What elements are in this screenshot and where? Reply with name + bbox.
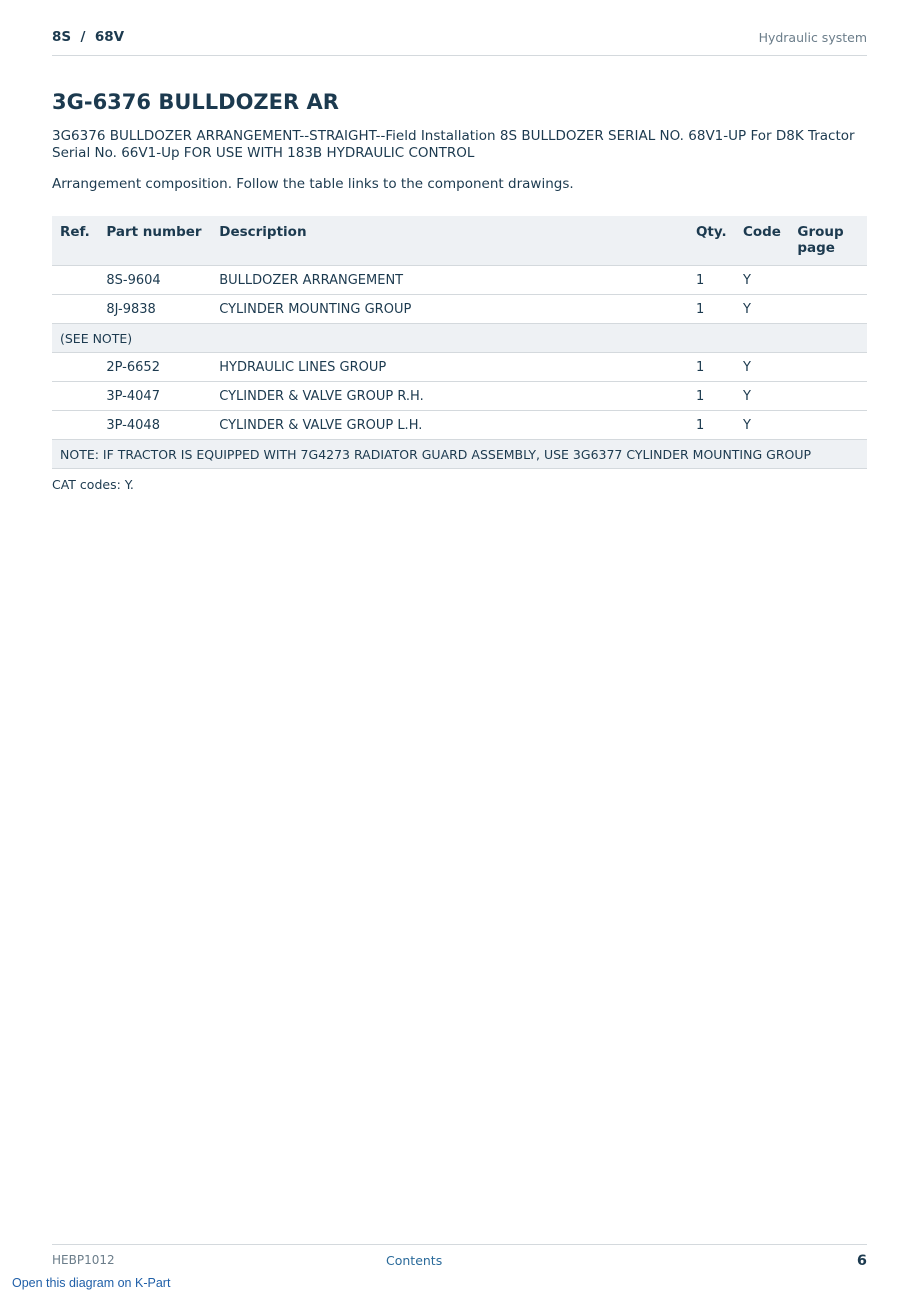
cell-code: Y <box>735 411 789 440</box>
cell-code: Y <box>735 353 789 382</box>
cell-group-page <box>789 295 867 324</box>
page-number: 6 <box>856 1253 867 1269</box>
document-id: HEBP1012 <box>52 1253 115 1267</box>
intro-text: Arrangement composition. Follow the table links to the component drawings. <box>52 176 574 192</box>
cell-group-page <box>789 266 867 295</box>
cell-part-number: 3P-4047 <box>98 382 211 411</box>
document-page <box>52 0 867 1300</box>
running-header <box>52 29 867 56</box>
arrangement-description: 3G6376 BULLDOZER ARRANGEMENT--STRAIGHT--Field Installation 8S BULLDOZER SERIAL NO. 68V1-UP For D8K Tractor Serial No. 66V1-Up FOR USE WITH 183B HYDRAULIC CONTROL <box>52 128 855 161</box>
cell-group-page <box>789 353 867 382</box>
cell-code: Y <box>735 266 789 295</box>
cell-part-number: 3P-4048 <box>98 411 211 440</box>
cell-description: HYDRAULIC LINES GROUP <box>211 353 688 382</box>
cell-part-number: 8S-9604 <box>98 266 211 295</box>
cat-codes: CAT codes: Y. <box>52 477 134 492</box>
cell-part-number: 8J-9838 <box>98 295 211 324</box>
table-row[interactable] <box>52 411 867 440</box>
cell-qty: 1 <box>688 382 735 411</box>
cell-qty: 1 <box>688 353 735 382</box>
cell-ref <box>52 295 98 324</box>
cell-qty: 1 <box>688 295 735 324</box>
page-footer <box>52 1244 867 1275</box>
section-name: Hydraulic system <box>758 30 867 45</box>
cell-description: CYLINDER MOUNTING GROUP <box>211 295 688 324</box>
model-breadcrumb: 8S / 68V <box>52 29 125 45</box>
table-row[interactable] <box>52 353 867 382</box>
cell-group-page <box>789 382 867 411</box>
header-ref: Ref. <box>52 216 98 266</box>
cell-qty: 1 <box>688 266 735 295</box>
cell-description: CYLINDER & VALVE GROUP L.H. <box>211 411 688 440</box>
see-note-row <box>52 324 867 353</box>
see-note-text: (SEE NOTE) <box>52 324 867 353</box>
table-row[interactable] <box>52 295 867 324</box>
cell-qty: 1 <box>688 411 735 440</box>
cell-part-number: 2P-6652 <box>98 353 211 382</box>
table-header-row <box>52 216 867 266</box>
parts-table <box>52 216 867 469</box>
header-description: Description <box>211 216 688 266</box>
header-part-number: Part number <box>98 216 211 266</box>
cell-description: CYLINDER & VALVE GROUP R.H. <box>211 382 688 411</box>
header-code: Code <box>735 216 789 266</box>
cell-ref <box>52 411 98 440</box>
note-text: NOTE: IF TRACTOR IS EQUIPPED WITH 7G4273 RADIATOR GUARD ASSEMBLY, USE 3G6377 CYLINDER MOUNTING GROUP <box>52 440 867 469</box>
cell-code: Y <box>735 382 789 411</box>
table-row[interactable] <box>52 266 867 295</box>
table-row[interactable] <box>52 382 867 411</box>
open-kpart-link[interactable]: Open this diagram on K-Part <box>12 1276 171 1290</box>
header-qty: Qty. <box>688 216 735 266</box>
header-group-page: Group page <box>789 216 867 266</box>
cell-ref <box>52 353 98 382</box>
cell-ref <box>52 382 98 411</box>
cell-group-page <box>789 411 867 440</box>
cell-code: Y <box>735 295 789 324</box>
cell-description: BULLDOZER ARRANGEMENT <box>211 266 688 295</box>
contents-link[interactable]: Contents <box>386 1253 443 1268</box>
page-title: 3G-6376 BULLDOZER AR <box>52 90 339 114</box>
cell-ref <box>52 266 98 295</box>
note-row <box>52 440 867 469</box>
